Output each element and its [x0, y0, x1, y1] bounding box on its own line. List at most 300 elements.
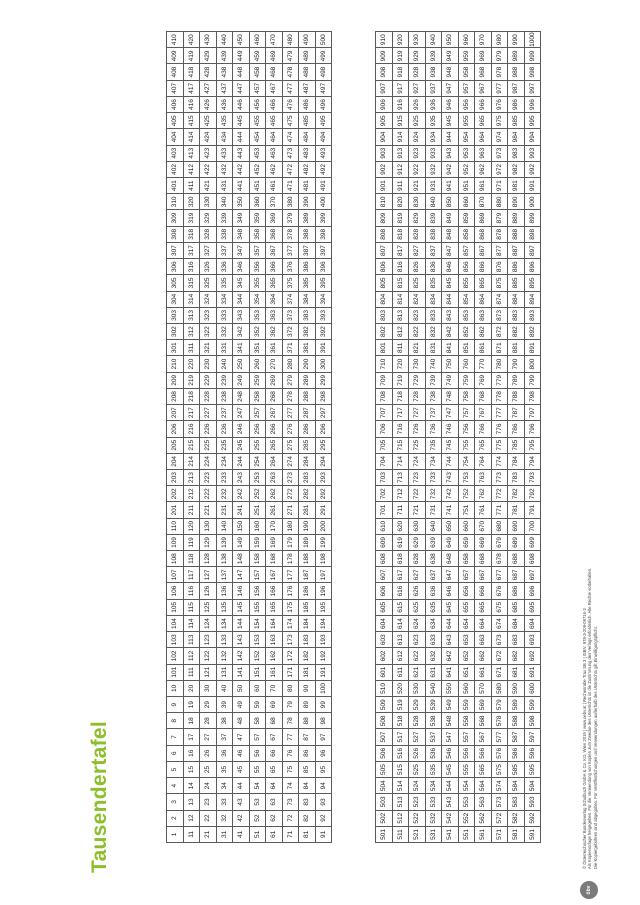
number-cell: 282 — [299, 486, 316, 502]
number-cell: 568 — [475, 713, 492, 729]
number-cell: 694 — [524, 615, 541, 631]
number-cell: 939 — [425, 48, 442, 64]
number-cell: 641 — [442, 664, 459, 680]
number-cell: 435 — [216, 113, 233, 129]
table-row — [376, 32, 393, 843]
number-cell: 626 — [409, 583, 426, 599]
number-cell: 6 — [167, 745, 184, 761]
number-cell: 285 — [299, 437, 316, 453]
table-row — [458, 32, 475, 843]
number-cell: 846 — [442, 259, 459, 275]
number-cell: 600 — [524, 680, 541, 696]
number-cell: 854 — [458, 291, 475, 307]
number-cell: 195 — [315, 599, 332, 615]
number-cell: 214 — [183, 453, 200, 469]
number-cell: 986 — [508, 96, 525, 112]
number-cell: 958 — [458, 64, 475, 80]
number-cell: 198 — [315, 551, 332, 567]
number-cell: 404 — [167, 129, 184, 145]
number-cell: 746 — [442, 421, 459, 437]
number-cell: 839 — [425, 210, 442, 226]
number-cell: 759 — [458, 372, 475, 388]
number-cell: 677 — [491, 567, 508, 583]
number-cell: 991 — [524, 178, 541, 194]
number-cell: 110 — [167, 518, 184, 534]
number-cell: 497 — [315, 80, 332, 96]
number-cell: 120 — [183, 518, 200, 534]
number-cell: 324 — [200, 291, 217, 307]
number-cell: 461 — [266, 178, 283, 194]
number-cell: 482 — [299, 161, 316, 177]
number-cell: 787 — [508, 405, 525, 421]
number-cell: 36 — [216, 745, 233, 761]
number-cell: 355 — [249, 275, 266, 291]
number-cell: 479 — [282, 48, 299, 64]
number-cell: 819 — [392, 210, 409, 226]
number-cell: 272 — [282, 486, 299, 502]
number-cell: 622 — [409, 648, 426, 664]
number-cell: 656 — [458, 583, 475, 599]
number-cell: 922 — [409, 161, 426, 177]
number-cell: 662 — [475, 648, 492, 664]
number-cell: 4 — [167, 778, 184, 794]
number-cell: 430 — [200, 32, 217, 48]
number-cell: 60 — [249, 680, 266, 696]
number-cell: 15 — [183, 761, 200, 777]
number-cell: 288 — [299, 388, 316, 404]
number-cell: 972 — [491, 161, 508, 177]
number-cell: 8 — [167, 713, 184, 729]
number-cell: 291 — [315, 502, 332, 518]
number-cell: 484 — [299, 129, 316, 145]
number-cell: 162 — [266, 648, 283, 664]
number-cell: 775 — [491, 437, 508, 453]
number-cell: 816 — [392, 259, 409, 275]
number-cell: 829 — [409, 210, 426, 226]
number-cell: 928 — [409, 64, 426, 80]
number-cell: 424 — [200, 129, 217, 145]
number-cell: 492 — [315, 161, 332, 177]
number-cell: 822 — [409, 324, 426, 340]
number-cell: 612 — [392, 648, 409, 664]
number-cell: 63 — [266, 794, 283, 810]
number-cell: 715 — [392, 437, 409, 453]
number-cell: 631 — [425, 664, 442, 680]
number-cell: 888 — [508, 226, 525, 242]
number-cell: 851 — [458, 340, 475, 356]
number-cell: 907 — [376, 80, 393, 96]
number-cell: 349 — [233, 210, 250, 226]
number-cell: 773 — [491, 469, 508, 485]
number-cell: 757 — [458, 405, 475, 421]
number-cell: 765 — [475, 437, 492, 453]
number-cell: 467 — [266, 80, 283, 96]
number-cell: 717 — [392, 405, 409, 421]
number-cell: 388 — [299, 226, 316, 242]
number-cell: 884 — [508, 291, 525, 307]
number-cell: 806 — [376, 259, 393, 275]
number-cell: 517 — [392, 729, 409, 745]
number-cell: 898 — [524, 226, 541, 242]
number-cell: 373 — [282, 307, 299, 323]
number-cell: 858 — [458, 226, 475, 242]
number-cell: 747 — [442, 405, 459, 421]
number-cell: 931 — [425, 178, 442, 194]
number-cell: 200 — [315, 518, 332, 534]
number-cell: 156 — [249, 583, 266, 599]
number-cell: 652 — [458, 648, 475, 664]
number-cell: 118 — [183, 551, 200, 567]
number-cell: 840 — [425, 194, 442, 210]
number-cell: 377 — [282, 242, 299, 258]
number-cell: 539 — [425, 697, 442, 713]
number-cell: 782 — [508, 486, 525, 502]
table-row — [442, 32, 459, 843]
number-cell: 312 — [183, 324, 200, 340]
number-cell: 528 — [409, 713, 426, 729]
number-cell: 873 — [491, 307, 508, 323]
number-cell: 739 — [425, 372, 442, 388]
number-cell: 993 — [524, 145, 541, 161]
number-cell: 678 — [491, 551, 508, 567]
number-cell: 738 — [425, 388, 442, 404]
number-cell: 534 — [425, 778, 442, 794]
number-cell: 265 — [266, 437, 283, 453]
number-cell: 175 — [282, 599, 299, 615]
number-cell: 249 — [233, 372, 250, 388]
number-cell: 298 — [315, 388, 332, 404]
number-cell: 149 — [233, 534, 250, 550]
number-cell: 219 — [183, 372, 200, 388]
number-cell: 477 — [282, 80, 299, 96]
number-cell: 252 — [249, 486, 266, 502]
number-cell: 103 — [167, 632, 184, 648]
number-cell: 189 — [299, 534, 316, 550]
number-cell: 52 — [249, 810, 266, 826]
number-cell: 968 — [475, 64, 492, 80]
number-cell: 575 — [491, 761, 508, 777]
number-cell: 691 — [524, 664, 541, 680]
number-cell: 61 — [266, 826, 283, 842]
number-cell: 397 — [315, 242, 332, 258]
number-cell: 563 — [475, 794, 492, 810]
number-cell: 286 — [299, 421, 316, 437]
number-cell: 720 — [392, 356, 409, 372]
number-cell: 410 — [167, 32, 184, 48]
number-cell: 965 — [475, 113, 492, 129]
number-cell: 247 — [233, 405, 250, 421]
number-cell: 136 — [216, 583, 233, 599]
number-cell: 966 — [475, 96, 492, 112]
number-cell: 689 — [508, 534, 525, 550]
number-cell: 56 — [249, 745, 266, 761]
number-cell: 793 — [524, 469, 541, 485]
number-cell: 769 — [475, 372, 492, 388]
number-cell: 852 — [458, 324, 475, 340]
number-cell: 365 — [266, 275, 283, 291]
number-cell: 925 — [409, 113, 426, 129]
number-cell: 215 — [183, 437, 200, 453]
number-cell: 305 — [167, 275, 184, 291]
number-cell: 494 — [315, 129, 332, 145]
number-cell: 599 — [524, 697, 541, 713]
number-cell: 416 — [183, 96, 200, 112]
number-cell: 610 — [376, 518, 393, 534]
number-cell: 332 — [216, 324, 233, 340]
number-cell: 459 — [249, 48, 266, 64]
number-cell: 737 — [425, 405, 442, 421]
number-cell: 145 — [233, 599, 250, 615]
number-cell: 624 — [409, 615, 426, 631]
number-cell: 478 — [282, 64, 299, 80]
number-cell: 593 — [524, 794, 541, 810]
number-cell: 519 — [392, 697, 409, 713]
number-cell: 196 — [315, 583, 332, 599]
number-cell: 348 — [233, 226, 250, 242]
number-cell: 942 — [442, 161, 459, 177]
number-cell: 232 — [216, 486, 233, 502]
number-cell: 21 — [200, 826, 217, 842]
number-cell: 238 — [216, 388, 233, 404]
number-cell: 722 — [409, 486, 426, 502]
number-cell: 66 — [266, 745, 283, 761]
number-cell: 236 — [216, 421, 233, 437]
number-cell: 889 — [508, 210, 525, 226]
number-cell: 935 — [425, 113, 442, 129]
number-cell: 998 — [524, 64, 541, 80]
number-cell: 356 — [249, 259, 266, 275]
number-cell: 201 — [167, 502, 184, 518]
number-cell: 501 — [376, 826, 393, 842]
number-cell: 367 — [266, 242, 283, 258]
number-cell: 126 — [200, 583, 217, 599]
number-cell: 364 — [266, 291, 283, 307]
number-cell: 104 — [167, 615, 184, 631]
number-cell: 55 — [249, 761, 266, 777]
number-cell: 679 — [491, 534, 508, 550]
number-cell: 978 — [491, 64, 508, 80]
number-cell: 732 — [425, 486, 442, 502]
number-cell: 750 — [442, 356, 459, 372]
number-cell: 902 — [376, 161, 393, 177]
number-cell: 755 — [458, 437, 475, 453]
number-cell: 979 — [491, 48, 508, 64]
number-cell: 763 — [475, 469, 492, 485]
number-cell: 260 — [249, 356, 266, 372]
number-cell: 545 — [442, 761, 459, 777]
number-cell: 277 — [282, 405, 299, 421]
table-row — [233, 32, 250, 843]
number-cell: 692 — [524, 648, 541, 664]
number-cell: 51 — [249, 826, 266, 842]
number-cell: 555 — [458, 761, 475, 777]
number-cell: 789 — [508, 372, 525, 388]
number-cell: 810 — [376, 194, 393, 210]
number-cell: 762 — [475, 486, 492, 502]
number-cell: 587 — [508, 729, 525, 745]
number-cell: 341 — [233, 340, 250, 356]
number-cell: 996 — [524, 96, 541, 112]
number-cell: 802 — [376, 324, 393, 340]
number-cell: 596 — [524, 745, 541, 761]
number-cell: 744 — [442, 453, 459, 469]
number-cell: 148 — [233, 551, 250, 567]
number-cell: 474 — [282, 129, 299, 145]
number-cell: 400 — [315, 194, 332, 210]
number-cell: 289 — [299, 372, 316, 388]
number-cell: 234 — [216, 453, 233, 469]
number-cell: 419 — [183, 48, 200, 64]
number-cell: 627 — [409, 567, 426, 583]
number-cell: 844 — [442, 291, 459, 307]
number-cell: 882 — [508, 324, 525, 340]
number-cell: 222 — [200, 486, 217, 502]
number-cell: 731 — [425, 502, 442, 518]
number-cell: 716 — [392, 421, 409, 437]
number-cell: 919 — [392, 48, 409, 64]
number-cell: 67 — [266, 729, 283, 745]
number-cell: 59 — [249, 697, 266, 713]
number-cell: 16 — [183, 745, 200, 761]
number-table-501-1000 — [375, 31, 541, 843]
number-cell: 150 — [233, 518, 250, 534]
number-cell: 108 — [167, 551, 184, 567]
number-cell: 620 — [392, 518, 409, 534]
number-cell: 812 — [392, 324, 409, 340]
number-cell: 526 — [409, 745, 426, 761]
number-cell: 883 — [508, 307, 525, 323]
number-cell: 574 — [491, 778, 508, 794]
number-cell: 938 — [425, 64, 442, 80]
number-cell: 964 — [475, 129, 492, 145]
number-cell: 752 — [458, 486, 475, 502]
number-cell: 448 — [233, 64, 250, 80]
number-cell: 804 — [376, 291, 393, 307]
number-cell: 570 — [475, 680, 492, 696]
number-cell: 905 — [376, 113, 393, 129]
number-cell: 491 — [315, 178, 332, 194]
number-cell: 405 — [167, 113, 184, 129]
number-cell: 376 — [282, 259, 299, 275]
number-cell: 523 — [409, 794, 426, 810]
number-cell: 818 — [392, 226, 409, 242]
number-cell: 442 — [233, 161, 250, 177]
number-cell: 648 — [442, 551, 459, 567]
number-cell: 250 — [233, 356, 250, 372]
number-cell: 274 — [282, 453, 299, 469]
number-cell: 987 — [508, 80, 525, 96]
number-cell: 328 — [200, 226, 217, 242]
number-cell: 675 — [491, 599, 508, 615]
number-cell: 251 — [249, 502, 266, 518]
number-cell: 836 — [425, 259, 442, 275]
number-cell: 890 — [508, 194, 525, 210]
number-cell: 300 — [315, 356, 332, 372]
number-cell: 923 — [409, 145, 426, 161]
number-cell: 564 — [475, 778, 492, 794]
table-row — [200, 32, 217, 843]
number-cell: 658 — [458, 551, 475, 567]
number-cell: 99 — [315, 697, 332, 713]
number-cell: 841 — [442, 340, 459, 356]
number-cell: 165 — [266, 599, 283, 615]
number-cell: 584 — [508, 778, 525, 794]
number-cell: 317 — [183, 242, 200, 258]
number-cell: 264 — [266, 453, 283, 469]
number-cell: 797 — [524, 405, 541, 421]
number-cell: 302 — [167, 324, 184, 340]
number-cell: 220 — [183, 356, 200, 372]
table-row — [409, 32, 426, 843]
number-cell: 690 — [508, 518, 525, 534]
number-cell: 697 — [524, 567, 541, 583]
number-cell: 102 — [167, 648, 184, 664]
number-cell: 933 — [425, 145, 442, 161]
number-cell: 835 — [425, 275, 442, 291]
number-cell: 386 — [299, 259, 316, 275]
number-cell: 945 — [442, 113, 459, 129]
number-cell: 509 — [376, 697, 393, 713]
number-cell: 876 — [491, 259, 508, 275]
number-cell: 541 — [442, 826, 459, 842]
number-cell: 869 — [475, 210, 492, 226]
number-cell: 9 — [167, 697, 184, 713]
number-cell: 152 — [249, 648, 266, 664]
number-cell: 117 — [183, 567, 200, 583]
number-cell: 385 — [299, 275, 316, 291]
number-cell: 795 — [524, 437, 541, 453]
number-cell: 912 — [392, 161, 409, 177]
number-cell: 287 — [299, 405, 316, 421]
number-cell: 458 — [249, 64, 266, 80]
number-cell: 389 — [299, 210, 316, 226]
number-cell: 182 — [299, 648, 316, 664]
number-cell: 180 — [282, 518, 299, 534]
number-cell: 798 — [524, 388, 541, 404]
number-cell: 73 — [282, 794, 299, 810]
number-cell: 698 — [524, 551, 541, 567]
number-cell: 667 — [475, 567, 492, 583]
number-cell: 164 — [266, 615, 283, 631]
number-cell: 936 — [425, 96, 442, 112]
number-cell: 967 — [475, 80, 492, 96]
number-cell: 813 — [392, 307, 409, 323]
number-cell: 30 — [200, 680, 217, 696]
number-cell: 31 — [216, 826, 233, 842]
number-cell: 449 — [233, 48, 250, 64]
number-cell: 932 — [425, 161, 442, 177]
number-cell: 927 — [409, 80, 426, 96]
number-cell: 309 — [167, 210, 184, 226]
number-cell: 339 — [216, 210, 233, 226]
number-cell: 674 — [491, 615, 508, 631]
number-cell: 308 — [167, 226, 184, 242]
number-cell: 647 — [442, 567, 459, 583]
number-cell: 771 — [491, 502, 508, 518]
number-cell: 379 — [282, 210, 299, 226]
number-cell: 320 — [183, 194, 200, 210]
number-cell: 507 — [376, 729, 393, 745]
number-cell: 636 — [425, 583, 442, 599]
number-cell: 275 — [282, 437, 299, 453]
number-cell: 414 — [183, 129, 200, 145]
number-cell: 582 — [508, 810, 525, 826]
number-cell: 700 — [524, 518, 541, 534]
number-cell: 727 — [409, 405, 426, 421]
number-cell: 974 — [491, 129, 508, 145]
number-cell: 711 — [392, 502, 409, 518]
number-cell: 745 — [442, 437, 459, 453]
